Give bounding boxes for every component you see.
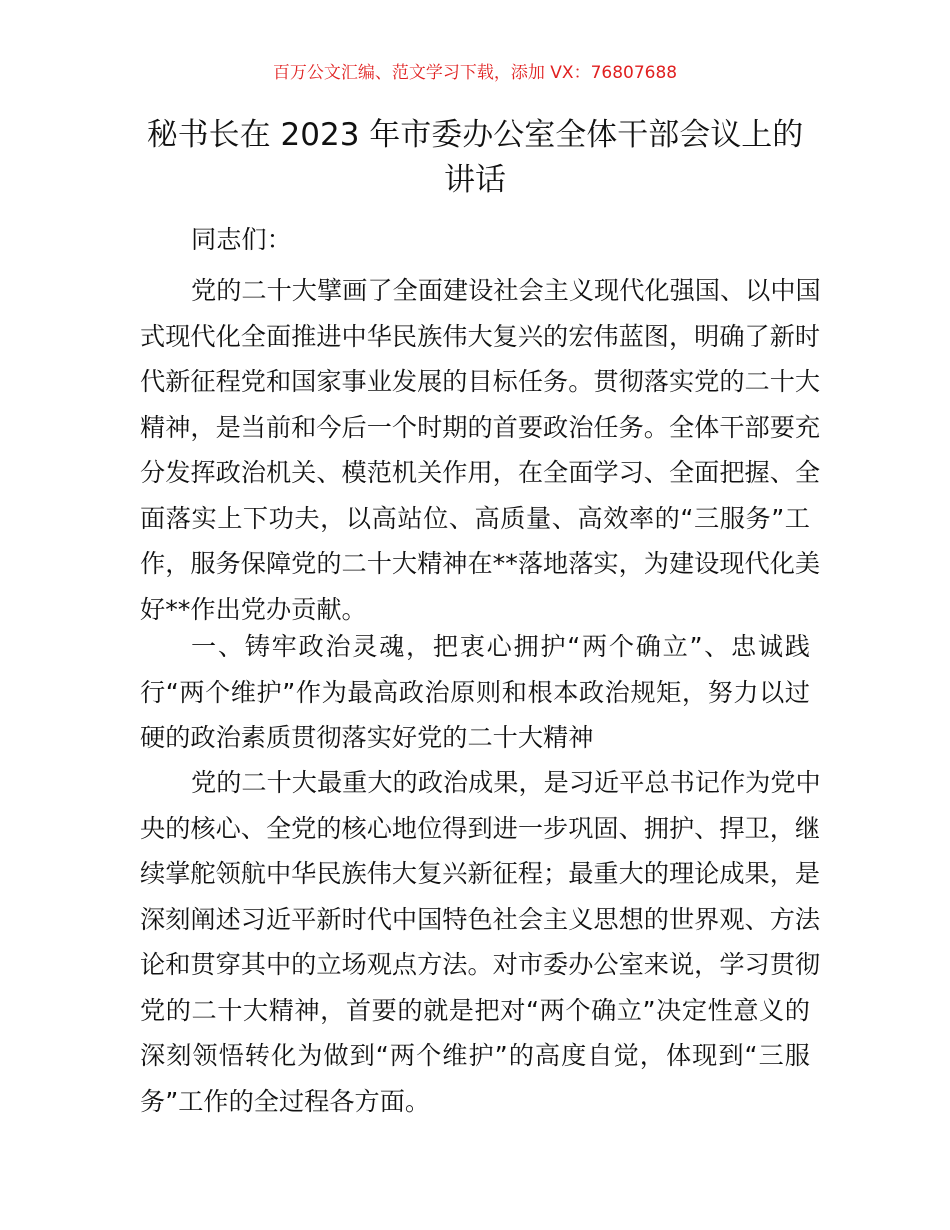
- salutation: 同志们：: [191, 225, 292, 254]
- paragraph-line: 式现代化全面推进中华民族伟大复兴的宏伟蓝图，明确了新时: [140, 321, 821, 351]
- paragraph-line: 续掌舵领航中华民族伟大复兴新征程；最重大的理论成果，是: [140, 859, 821, 888]
- paragraph-line: 分发挥政治机关、模范机关作用，在全面学习、全面把握、全: [140, 458, 821, 487]
- paragraph-line: 党的二十大擘画了全面建设社会主义现代化强国、以中国: [191, 276, 821, 305]
- paragraph-line: 行“两个维护”作为最高政治原则和根本政治规矩，努力以过: [140, 677, 810, 707]
- paragraph-1: [140, 268, 821, 632]
- paragraph-line: 好**作出党办贡献。: [140, 594, 367, 624]
- paragraph-line: 深刻阐述习近平新时代中国特色社会主义思想的世界观、方法: [140, 904, 821, 934]
- paragraph-line: 央的核心、全党的核心地位得到进一步巩固、拥护、捍卫，继: [140, 813, 821, 843]
- paragraph-line: 硬的政治素质贯彻落实好党的二十大精神: [140, 723, 594, 752]
- paragraph-line: 代新征程党和国家事业发展的目标任务。贯彻落实党的二十大: [140, 367, 821, 396]
- document-title-line-2: 讲话: [444, 162, 506, 198]
- paragraph-line: 一、铸牢政治灵魂，把衷心拥护“两个确立”、忠诚践: [191, 632, 810, 661]
- paragraph-line: 务”工作的全过程各方面。: [140, 1086, 431, 1116]
- salutation-block: [140, 217, 810, 263]
- paragraph-line: 深刻领悟转化为做到“两个维护”的高度自觉，体现到“三服: [140, 1041, 810, 1070]
- paragraph-2-heading: [140, 624, 810, 761]
- paragraph-line: 论和贯穿其中的立场观点方法。对市委办公室来说，学习贯彻: [140, 950, 821, 979]
- paragraph-3: [140, 760, 821, 1124]
- paragraph-line: 面落实上下功夫，以高站位、高质量、高效率的“三服务”工: [140, 503, 810, 533]
- paragraph-line: 精神，是当前和今后一个时期的首要政治任务。全体干部要充: [140, 412, 821, 442]
- paragraph-line: 党的二十大最重大的政治成果，是习近平总书记作为党中: [191, 768, 821, 797]
- watermark-header: 百万公文汇编、范文学习下载，添加 VX：76807688: [272, 63, 678, 83]
- document-title-line-1: 秘书长在 2023 年市委办公室全体干部会议上的: [146, 117, 804, 153]
- paragraph-line: 党的二十大精神，首要的就是把对“两个确立”决定性意义的: [140, 995, 810, 1025]
- paragraph-line: 作，服务保障党的二十大精神在**落地落实，为建设现代化美: [140, 549, 821, 578]
